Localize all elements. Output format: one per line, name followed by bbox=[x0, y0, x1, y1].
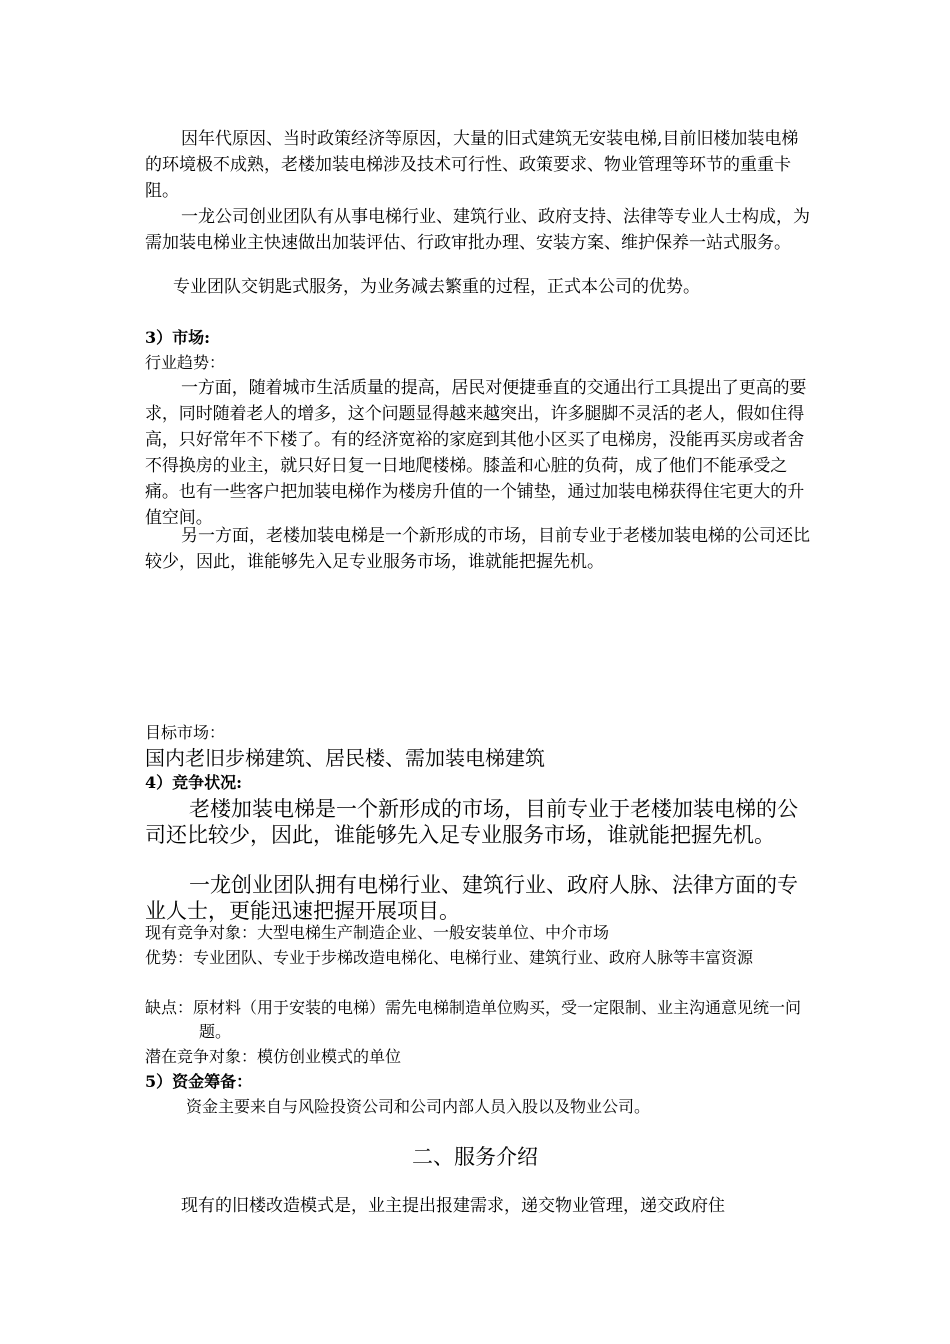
competition-paragraph-2: 一龙创业团队拥有电梯行业、建筑行业、政府人脉、法律方面的专业人士，更能迅速把握开展项目。 bbox=[145, 873, 798, 923]
industry-trend-label: 行业趋势： bbox=[145, 353, 226, 372]
intro-paragraph-2: 一龙公司创业团队有从事电梯行业、建筑行业、政府支持、法律等专业人士构成，为需加装电梯业主快速做出加装评估、行政审批办理、安装方案、维护保养一站式服务。 bbox=[145, 207, 810, 253]
industry-trend-paragraph-2: 另一方面，老楼加装电梯是一个新形成的市场，目前专业于老楼加装电梯的公司还比较少，因此，谁能够先入足专业服务市场，谁就能把握先机。 bbox=[145, 526, 810, 572]
target-market-label: 目标市场： bbox=[145, 723, 226, 742]
intro-paragraph-3: 专业团队交钥匙式服务，为业务减去繁重的过程，正式本公司的优势。 bbox=[173, 277, 700, 297]
section-title-service-intro: 二、服务介绍 bbox=[412, 1145, 538, 1169]
competition-heading: 4）竞争状况: bbox=[145, 773, 243, 792]
existing-competitors: 现有竞争对象：大型电梯生产制造企业、一般安装单位、中介市场 bbox=[145, 923, 610, 942]
funding-heading: 5）资金筹备： bbox=[145, 1072, 253, 1091]
market-heading: 3）市场: bbox=[145, 328, 211, 347]
competition-paragraph-1: 老楼加装电梯是一个新形成的市场，目前专业于老楼加装电梯的公司还比较少，因此，谁能够先入足专业服务市场，谁就能把握先机。 bbox=[145, 797, 798, 847]
advantages: 优势：专业团队、专业于步梯改造电梯化、电梯行业、建筑行业、政府人脉等丰富资源 bbox=[145, 948, 754, 967]
potential-competitors: 潜在竞争对象：模仿创业模式的单位 bbox=[145, 1047, 402, 1066]
target-market-value: 国内老旧步梯建筑、居民楼、需加装电梯建筑 bbox=[145, 746, 545, 770]
industry-trend-paragraph-1: 一方面，随着城市生活质量的提高，居民对便捷垂直的交通出行工具提出了更高的要求，同时随着老人的增多，这个问题显得越来越突出，许多腿脚不灵活的老人，假如住得高，只好常年不下楼了。有的经济宽裕的家庭到其他小区买了电梯房，没能再买房或者舍不得换房的业主，就只好日复一日地爬楼梯。膝盖和心脏的负荷，成了他们不能承受之痛。也有一些客户把加装电梯作为楼房升值的一个铺垫，通过加装电梯获得住宅更大的升值空间。 bbox=[145, 378, 807, 528]
intro-paragraph-1: 因年代原因、当时政策经济等原因，大量的旧式建筑无安装电梯,目前旧楼加装电梯的环境极不成熟，老楼加装电梯涉及技术可行性、政策要求、物业管理等环节的重重卡阻。 bbox=[145, 129, 799, 201]
service-intro-paragraph: 现有的旧楼改造模式是，业主提出报建需求，递交物业管理，递交政府住 bbox=[181, 1196, 725, 1216]
funding-text: 资金主要来自与风险投资公司和公司内部人员入股以及物业公司。 bbox=[186, 1097, 651, 1116]
weaknesses: 缺点：原材料（用于安装的电梯）需先电梯制造单位购买，受一定限制、业主沟通意见统一问题。 bbox=[145, 998, 802, 1041]
